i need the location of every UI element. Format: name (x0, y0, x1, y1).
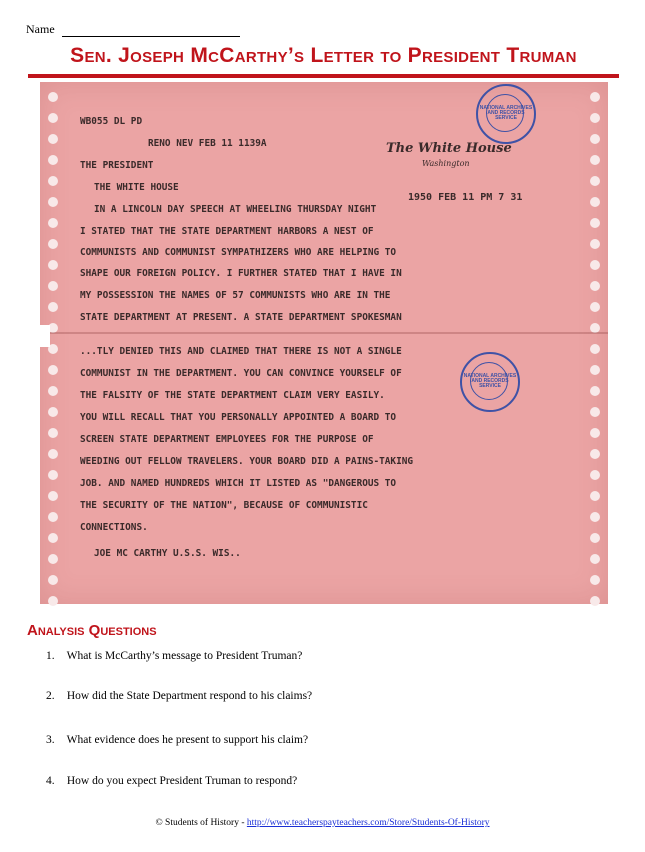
feed-hole (590, 491, 600, 501)
feed-hole (590, 260, 600, 270)
telegram-line: JOB. AND NAMED HUNDREDS WHICH IT LISTED AS "DANGEROUS TO (80, 478, 397, 489)
feed-hole (590, 470, 600, 480)
feed-hole (48, 176, 58, 186)
feed-hole (590, 344, 600, 354)
telegram-line: ...TLY DENIED THIS AND CLAIMED THAT THERE IS NOT A SINGLE (80, 346, 402, 357)
question-text: How did the State Department respond to his claims? (66, 690, 313, 702)
page-title: Sen. Joseph McCarthy’s Letter to President Truman (28, 44, 619, 78)
question-item (46, 775, 297, 787)
feed-hole (48, 197, 58, 207)
feed-hole (48, 407, 58, 417)
footer-store-link[interactable]: http://www.teacherspayteachers.com/Store/Students-Of-History (246, 818, 490, 828)
feed-hole (590, 134, 600, 144)
page-seam (40, 332, 608, 334)
telegram-signature: JOE MC CARTHY U.S.S. WIS.. (94, 548, 241, 559)
received-date-stamp: 1950 FEB 11 PM 7 31 (408, 192, 523, 203)
telegram-line: RENO NEV FEB 11 1139A (148, 138, 267, 149)
feed-hole (48, 134, 58, 144)
white-house-subtitle: Washington (422, 159, 470, 168)
feed-hole (48, 113, 58, 123)
archives-seal-stamp (476, 84, 536, 144)
feed-hole (48, 449, 58, 459)
feed-hole (590, 428, 600, 438)
telegram-line: WB055 DL PD (80, 116, 143, 127)
feed-hole (48, 281, 58, 291)
feed-hole (48, 470, 58, 480)
telegram-image (40, 82, 608, 604)
feed-hole (590, 596, 600, 606)
footer-credit (0, 818, 645, 828)
feed-hole (590, 554, 600, 564)
telegram-line: MY POSSESSION THE NAMES OF 57 COMMUNISTS WHO ARE IN THE (80, 290, 391, 301)
feed-hole (590, 155, 600, 165)
feed-hole (48, 92, 58, 102)
question-text: How do you expect President Truman to respond? (66, 775, 298, 787)
feed-hole (48, 491, 58, 501)
telegram-line: YOU WILL RECALL THAT YOU PERSONALLY APPOINTED A BOARD TO (80, 412, 397, 423)
feed-hole (48, 428, 58, 438)
page-tear (40, 325, 50, 347)
telegram-line: SHAPE OUR FOREIGN POLICY. I FURTHER STATED THAT I HAVE IN (80, 268, 402, 279)
question-text: What evidence does he present to support his claim? (66, 734, 309, 746)
question-text: What is McCarthy’s message to President Truman? (66, 650, 303, 662)
feed-hole (48, 386, 58, 396)
tractor-feed-right (582, 82, 608, 604)
telegram-line: COMMUNISTS AND COMMUNIST SYMPATHIZERS WHO ARE HELPING TO (80, 247, 397, 258)
feed-hole (48, 512, 58, 522)
feed-hole (590, 533, 600, 543)
feed-hole (590, 281, 600, 291)
feed-hole (590, 302, 600, 312)
question-item (46, 650, 302, 662)
feed-hole (48, 239, 58, 249)
feed-hole (590, 218, 600, 228)
name-blank-line[interactable] (62, 24, 240, 37)
feed-hole (590, 365, 600, 375)
telegram-line: THE WHITE HOUSE (94, 182, 179, 193)
name-field-row (26, 22, 240, 37)
feed-hole (590, 113, 600, 123)
feed-hole (590, 512, 600, 522)
feed-hole (48, 155, 58, 165)
seal-text: NATIONAL ARCHIVES AND RECORDS SERVICE (463, 373, 517, 389)
telegram-line: THE FALSITY OF THE STATE DEPARTMENT CLAIM VERY EASILY. (80, 390, 385, 401)
feed-hole (590, 92, 600, 102)
telegram-line: CONNECTIONS. (80, 522, 148, 533)
telegram-line: WEEDING OUT FELLOW TRAVELERS. YOUR BOARD DID A PAINS-TAKING (80, 456, 414, 467)
feed-hole (48, 533, 58, 543)
question-item (46, 690, 312, 702)
feed-hole (48, 554, 58, 564)
telegram-line: I STATED THAT THE STATE DEPARTMENT HARBORS A NEST OF (80, 226, 374, 237)
question-item (46, 734, 308, 746)
footer-copyright: © Students of History - (155, 818, 247, 828)
telegram-line: THE PRESIDENT (80, 160, 154, 171)
telegram-line: SCREEN STATE DEPARTMENT EMPLOYEES FOR THE PURPOSE OF (80, 434, 374, 445)
feed-hole (590, 197, 600, 207)
feed-hole (590, 407, 600, 417)
feed-hole (48, 596, 58, 606)
telegram-line: COMMUNIST IN THE DEPARTMENT. YOU CAN CONVINCE YOURSELF OF (80, 368, 402, 379)
seal-text: NATIONAL ARCHIVES AND RECORDS SERVICE (479, 105, 533, 121)
telegram-line: STATE DEPARTMENT AT PRESENT. A STATE DEPARTMENT SPOKESMAN (80, 312, 402, 323)
question-number: 4. (46, 775, 55, 787)
question-number: 2. (46, 690, 55, 702)
name-label: Name (26, 22, 55, 36)
feed-hole (590, 239, 600, 249)
feed-hole (48, 302, 58, 312)
analysis-questions-heading: Analysis Questions (27, 622, 157, 639)
telegram-line: THE SECURITY OF THE NATION", BECAUSE OF COMMUNISTIC (80, 500, 368, 511)
feed-hole (590, 386, 600, 396)
feed-hole (48, 365, 58, 375)
question-number: 1. (46, 650, 55, 662)
feed-hole (590, 575, 600, 585)
feed-hole (48, 575, 58, 585)
feed-hole (590, 449, 600, 459)
white-house-letterhead: The White House (386, 141, 512, 156)
question-number: 3. (46, 734, 55, 746)
telegram-line: IN A LINCOLN DAY SPEECH AT WHEELING THURSDAY NIGHT (94, 204, 377, 215)
feed-hole (48, 218, 58, 228)
archives-seal-stamp (460, 352, 520, 412)
feed-hole (590, 176, 600, 186)
feed-hole (48, 260, 58, 270)
